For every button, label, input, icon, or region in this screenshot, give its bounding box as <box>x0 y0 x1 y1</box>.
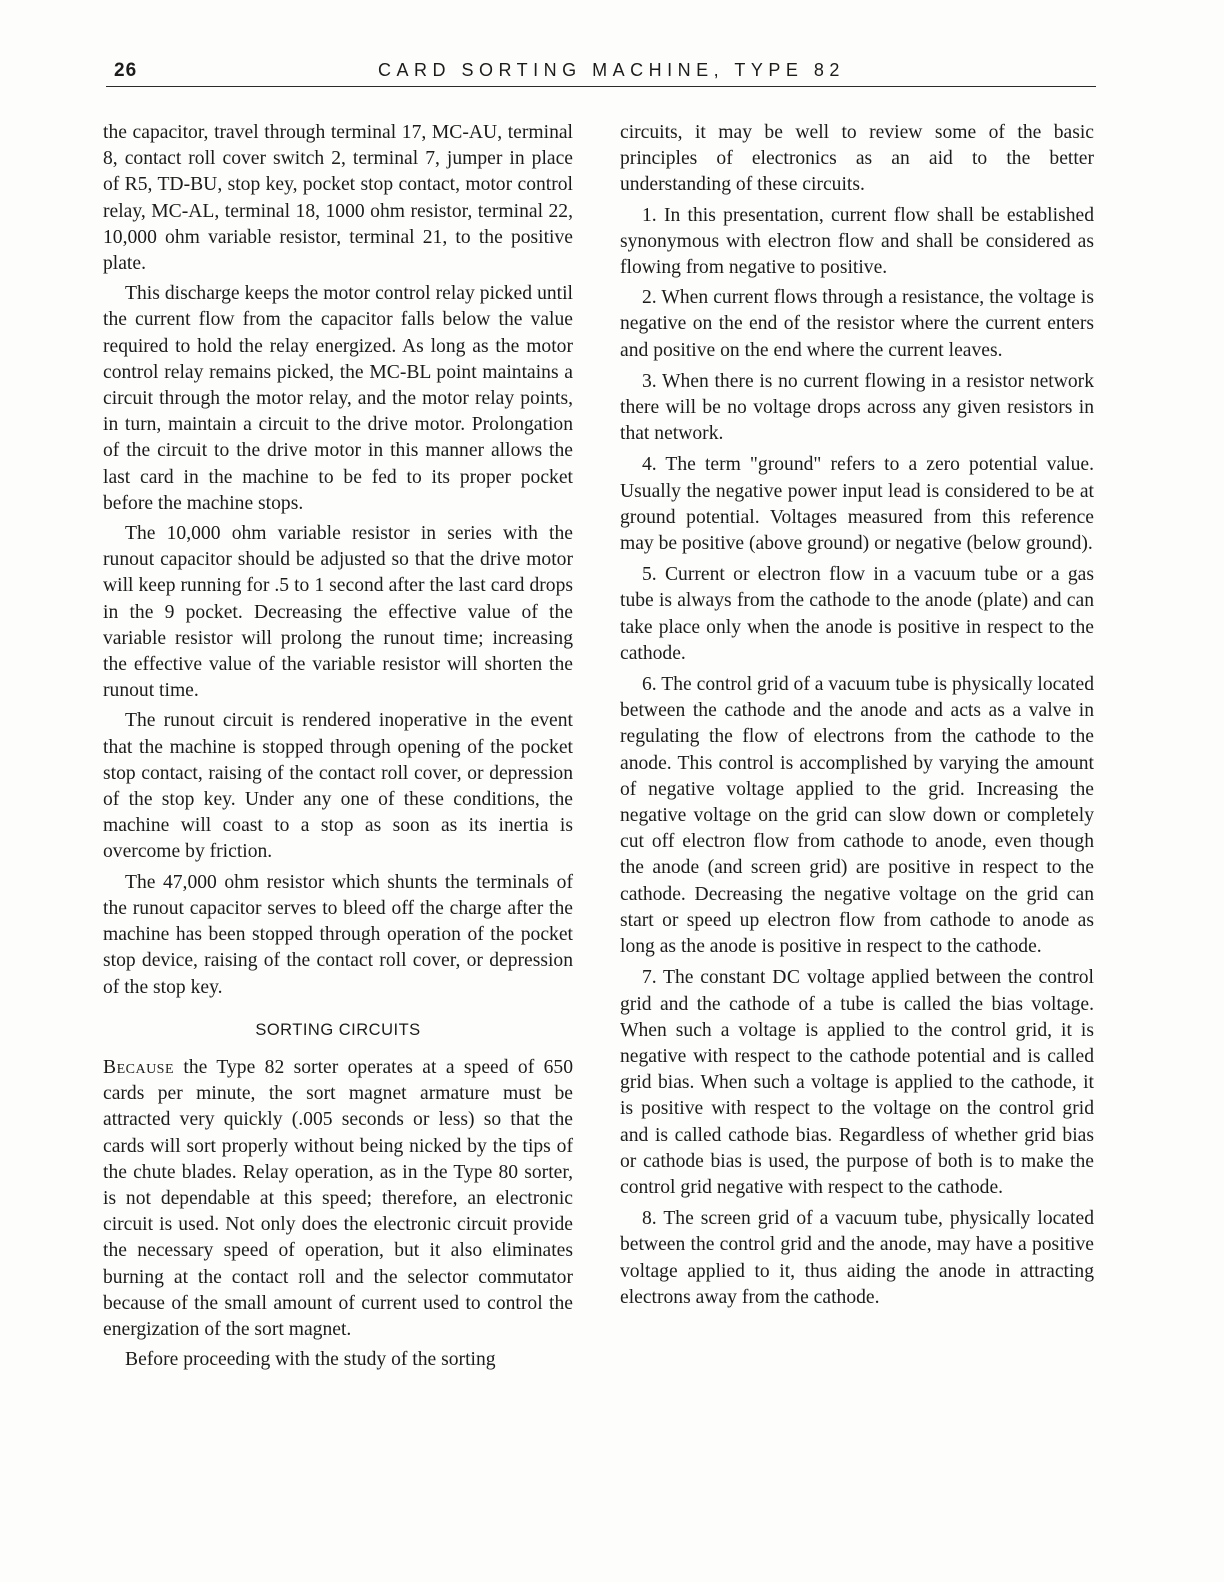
left-column <box>103 120 573 1373</box>
paragraph: Before proceeding with the study of the sorting <box>125 1349 496 1371</box>
abbreviation: DC <box>772 967 801 989</box>
paragraph: The 10,000 ohm variable resistor in series with the runout capacitor should be adjusted so that the drive motor will keep running for .5 to 1 second after the last card drops in the 9 pocket. Decreasing the effective value of the variable resistor will prolong the runout time; increasing the effective value of the variable resistor will shorten the runout time. <box>103 523 573 702</box>
section-heading: SORTING CIRCUITS <box>255 1020 421 1039</box>
numbered-paragraph: 5. Current or electron flow in a vacuum tube or a gas tube is always from the cathode to the anode (plate) and can take place only when the anode is positive in respect to the cathode. <box>620 564 1094 664</box>
numbered-paragraph: 4. The term "ground" refers to a zero potential value. Usually the negative power input lead is considered to be at ground potential. Voltages measured from this reference may be positive (above ground) or negative (below ground). <box>620 454 1094 555</box>
running-title: CARD SORTING MACHINE, TYPE 82 <box>378 60 845 80</box>
paragraph-text: 7. The constant <box>642 967 773 989</box>
paragraph-text: voltage applied between the control grid and the cathode of a tube is called the bias voltage. When such a voltage is applied to the control grid, it is negative with respect to the cathode potential and is called grid bias. When such a voltage is applied to the cathode, it is positive with respect to the voltage on the control grid and is called cathode bias. Regardless of whether grid bias or cathode bias is used, the purpose of both is to make the control grid negative with respect to the cathode. <box>620 967 1094 1198</box>
right-column <box>620 120 1094 1311</box>
numbered-paragraph: 3. When there is no current flowing in a resistor network there will be no voltage drops across any given resistors in that network. <box>620 370 1094 445</box>
numbered-paragraph: 2. When current flows through a resistance, the voltage is negative on the end of the resistor where the current enters and positive on the end where the current leaves. <box>620 287 1094 361</box>
paragraph: the capacitor, travel through terminal 17, MC-AU, terminal 8, contact roll cover switch 2, terminal 7, jumper in place of R5, TD-BU, stop key, pocket stop contact, motor control relay, MC-AL, terminal 18, 1000 ohm resistor, terminal 22, 10,000 ohm variable resistor, terminal 21, to the positive plate. <box>103 122 573 275</box>
paragraph-text: the Type 82 sorter operates at a speed of 650 cards per minute, the sort magnet armature must be attracted very quickly (.005 seconds or less) so that the cards will sort properly without being nicked by the tips of the chute blades. Relay operation, as in the Type 80 sorter, is not dependable at this speed; therefore, an electronic circuit is used. Not only does the electronic circuit provide the necessary speed of operation, but it also eliminates burning at the contact roll and the selector commutator because of the small amount of current used to control the energization of the sort magnet. <box>103 1056 573 1340</box>
numbered-paragraph: 8. The screen grid of a vacuum tube, physically located between the control grid and the anode, may have a positive voltage applied to it, thus aiding the anode in attracting electrons away from the cathode. <box>620 1208 1094 1308</box>
paragraph: The 47,000 ohm resistor which shunts the terminals of the runout capacitor serves to bleed off the charge after the machine has been stopped through operation of the pocket stop device, raising of the contact roll cover, or depression of the stop key. <box>103 871 573 998</box>
page-number: 26 <box>114 60 138 81</box>
lead-word: Because <box>103 1056 175 1078</box>
paragraph: circuits, it may be well to review some of the basic principles of electronics as an aid to the better understanding of these circuits. <box>620 122 1094 196</box>
paragraph <box>103 1055 573 1343</box>
numbered-paragraph <box>620 965 1094 1201</box>
numbered-paragraph: 1. In this presentation, current flow shall be established synonymous with electron flow and shall be considered as flowing from negative to positive. <box>620 204 1094 279</box>
page-header <box>106 60 1096 87</box>
numbered-paragraph: 6. The control grid of a vacuum tube is physically located between the cathode and the anode and acts as a valve in regulating the flow of electrons from the cathode to the anode. This control is accomplished by varying the amount of negative voltage applied to the grid. Increasing the negative voltage on the grid can slow down or completely cut off electron flow from cathode to anode, even though the anode (and screen grid) are positive in respect to the cathode. Decreasing the negative voltage on the grid can start or speed up electron flow from cathode to anode as long as the anode is positive in respect to the cathode. <box>620 674 1094 958</box>
paragraph: The runout circuit is rendered inoperative in the event that the machine is stopped through opening of the pocket stop contact, raising of the contact roll cover, or depression of the stop key. Under any one of these conditions, the machine will coast to a stop as soon as its inertia is overcome by friction. <box>103 710 573 863</box>
paragraph: This discharge keeps the motor control relay picked until the current flow from the capacitor falls below the value required to hold the relay energized. As long as the motor control relay remains picked, the MC-BL point maintains a circuit through the motor relay, and the motor relay points, in turn, maintain a circuit to the drive motor. Prolongation of the circuit to the drive motor in this manner allows the last card in the machine to be fed to its proper pocket before the machine stops. <box>103 283 573 514</box>
